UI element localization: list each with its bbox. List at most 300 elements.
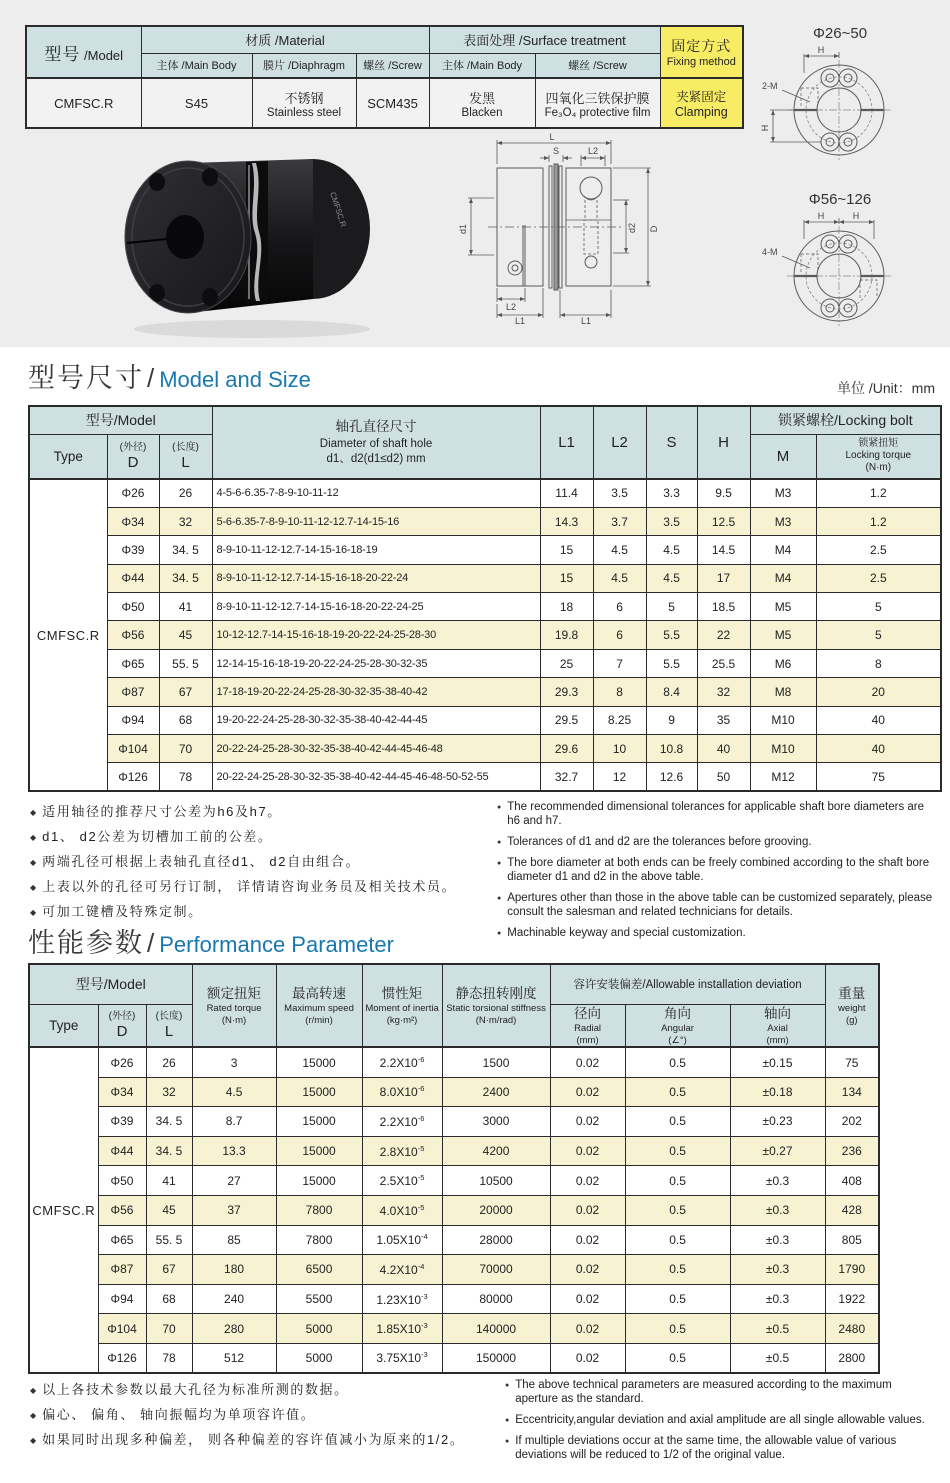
size-cell: 14.3 xyxy=(540,507,593,535)
bullet-icon: ● xyxy=(497,895,502,902)
size-cell: 32.7 xyxy=(540,763,593,791)
size-cell: 32 xyxy=(697,678,750,706)
size-cell: 25.5 xyxy=(697,649,750,677)
perf-cell: 55. 5 xyxy=(146,1225,192,1255)
spec-subheader-screw: 螺丝 /Screw xyxy=(356,53,429,78)
size-cell: 18 xyxy=(540,593,593,621)
front-small-h-top: H xyxy=(817,46,825,55)
perf-cell: 41 xyxy=(146,1166,192,1196)
size-cell: M4 xyxy=(750,536,816,564)
pf-note-cn-item xyxy=(30,1405,495,1425)
perf-cell: $4.0X10^{-5}$ xyxy=(362,1195,442,1225)
perf-cell: 26 xyxy=(146,1047,192,1077)
size-cell: 45 xyxy=(159,621,212,649)
model-size-title-en: Model and Size xyxy=(159,367,311,392)
dim-label-D: D xyxy=(649,225,659,233)
ms-note-cn-item xyxy=(30,852,485,872)
perf-cell: 32 xyxy=(146,1077,192,1107)
perf-cell: 20000 xyxy=(442,1195,550,1225)
perf-cell: 2400 xyxy=(442,1077,550,1107)
t1-l-header-cn: (长度) xyxy=(172,441,199,453)
size-cell: M10 xyxy=(750,735,816,763)
front-small-title: Φ26~50 xyxy=(812,25,868,42)
perf-cell: Φ56 xyxy=(98,1195,146,1225)
size-cell: 10 xyxy=(593,735,646,763)
ms-note-cn-text: d1、 d2公差为切槽加工前的公差。 xyxy=(42,829,273,844)
size-cell: M3 xyxy=(750,507,816,535)
perf-cell: Φ65 xyxy=(98,1225,146,1255)
size-cell: 29.5 xyxy=(540,706,593,734)
perf-cell: 13.3 xyxy=(192,1136,276,1166)
size-cell: Φ87 xyxy=(107,678,159,706)
perf-cell: 0.5 xyxy=(625,1314,730,1344)
spec-fixing-value-cn: 夹紧固定 xyxy=(676,90,727,104)
perf-cell: Φ50 xyxy=(98,1166,146,1196)
spec-diaphragm-cn: 不锈钢 xyxy=(284,90,324,106)
product-photo xyxy=(100,133,405,345)
bullet-icon: ● xyxy=(505,1417,510,1424)
spec-surface-main-cn: 发黑 xyxy=(469,90,496,106)
size-cell: 78 xyxy=(159,763,212,791)
front-large-h-right: H xyxy=(852,212,860,221)
perf-cell: 75 xyxy=(825,1047,879,1077)
size-cell: Φ50 xyxy=(107,593,159,621)
perf-cell: 0.02 xyxy=(550,1077,625,1107)
perf-cell: Φ44 xyxy=(98,1136,146,1166)
ms-note-cn-item xyxy=(30,802,485,822)
size-cell: 14.5 xyxy=(697,536,750,564)
perf-cell: ±0.27 xyxy=(730,1136,825,1166)
front-small-bolt-label: 2-M xyxy=(762,81,778,91)
t1-torque-unit: (N·m) xyxy=(865,462,892,474)
perf-cell: $2.5X10^{-5}$ xyxy=(362,1166,442,1196)
t2-type-header: Type xyxy=(29,1004,98,1047)
pf-note-en-item xyxy=(505,1413,930,1427)
size-cell: 20-22-24-25-28-30-32-35-38-40-42-44-45-46-48-50-52-55 xyxy=(212,763,540,791)
perf-cell: 0.02 xyxy=(550,1136,625,1166)
size-cell: 40 xyxy=(816,735,941,763)
t2-rated-en: Rated torque xyxy=(206,1002,262,1014)
perf-cell: 0.02 xyxy=(550,1166,625,1196)
unit-label: 单位 /Unit：mm xyxy=(837,380,935,396)
perf-cell: 2480 xyxy=(825,1314,879,1344)
front-large-h-left: H xyxy=(817,212,825,221)
perf-cell: Φ94 xyxy=(98,1284,146,1314)
performance-title-en: Performance Parameter xyxy=(159,932,394,957)
perf-cell: 0.5 xyxy=(625,1107,730,1137)
t2-speed-en: Maximum speed xyxy=(284,1002,354,1014)
perf-type-cell: CMFSC.R xyxy=(29,1047,98,1373)
size-row xyxy=(29,536,941,564)
size-cell: 4.5 xyxy=(646,536,697,564)
perf-cell: 0.5 xyxy=(625,1166,730,1196)
t2-speed-cn: 最高转速 xyxy=(292,985,347,1001)
perf-cell: ±0.18 xyxy=(730,1077,825,1107)
perf-cell: 10500 xyxy=(442,1166,550,1196)
perf-cell: Φ104 xyxy=(98,1314,146,1344)
size-cell: 12.6 xyxy=(646,763,697,791)
size-cell: 50 xyxy=(697,763,750,791)
perf-cell: 280 xyxy=(192,1314,276,1344)
size-cell: 41 xyxy=(159,593,212,621)
perf-cell: ±0.3 xyxy=(730,1166,825,1196)
size-cell: 70 xyxy=(159,735,212,763)
perf-row xyxy=(29,1255,879,1285)
perf-cell: Φ87 xyxy=(98,1255,146,1285)
size-cell: 1.2 xyxy=(816,479,941,507)
performance-notes-cn xyxy=(30,1380,495,1455)
perf-cell: 28000 xyxy=(442,1225,550,1255)
perf-cell: 0.02 xyxy=(550,1047,625,1077)
ms-note-en-item xyxy=(497,926,935,940)
size-cell: Φ104 xyxy=(107,735,159,763)
perf-cell: ±0.3 xyxy=(730,1225,825,1255)
perf-cell: ±0.23 xyxy=(730,1107,825,1137)
model-size-title-cn: 型号尺寸 xyxy=(28,363,144,393)
dim-label-L1-left: L1 xyxy=(514,316,526,325)
t2-l-header xyxy=(146,1004,192,1047)
size-cell: M8 xyxy=(750,678,816,706)
dim-label-S: S xyxy=(552,146,560,156)
size-cell: 3.3 xyxy=(646,479,697,507)
size-cell: 4.5 xyxy=(593,564,646,592)
size-cell: 19-20-22-24-25-28-30-32-35-38-40-42-44-45 xyxy=(212,706,540,734)
size-cell: 67 xyxy=(159,678,212,706)
front-small-dimensions xyxy=(770,52,839,142)
perf-cell: $3.75X10^{-3}$ xyxy=(362,1343,442,1373)
performance-notes-en xyxy=(505,1378,930,1469)
t1-d-header-letter: D xyxy=(127,453,139,471)
perf-cell: $1.85X10^{-3}$ xyxy=(362,1314,442,1344)
spec-subheader-screw-2: 螺丝 /Screw xyxy=(535,53,660,78)
size-cell: M12 xyxy=(750,763,816,791)
spec-surface-main-value xyxy=(429,78,535,128)
size-cell: M5 xyxy=(750,593,816,621)
dim-label-L1-right: L1 xyxy=(580,316,592,325)
size-cell: Φ65 xyxy=(107,649,159,677)
size-cell: 40 xyxy=(816,706,941,734)
t2-d-header-letter: D xyxy=(116,1022,128,1040)
perf-cell: 7800 xyxy=(276,1225,362,1255)
size-cell: 5.5 xyxy=(646,649,697,677)
perf-cell: 1922 xyxy=(825,1284,879,1314)
t2-speed-unit: (r/min) xyxy=(305,1014,333,1026)
spec-fixing-header-en: Fixing method xyxy=(666,56,736,68)
t1-torque-header xyxy=(816,434,941,479)
perf-cell: 512 xyxy=(192,1343,276,1373)
bullet-icon: ◆ xyxy=(30,1436,37,1445)
spec-material-header: 材质 /Material xyxy=(141,26,429,53)
t2-inertia-cn: 惯性矩 xyxy=(381,985,423,1001)
perf-cell: 0.5 xyxy=(625,1284,730,1314)
size-cell: 5 xyxy=(816,593,941,621)
perf-cell: 3 xyxy=(192,1047,276,1077)
bullet-icon: ◆ xyxy=(30,808,37,817)
t2-l-header-letter: L xyxy=(164,1022,174,1040)
t2-angular-en: Angular xyxy=(661,1022,694,1034)
perf-cell: 2800 xyxy=(825,1343,879,1373)
t2-axial-en: Axial xyxy=(767,1022,788,1034)
t2-rated-torque-header xyxy=(192,964,276,1047)
perf-cell: 15000 xyxy=(276,1136,362,1166)
t2-stiffness-unit: (N·m/rad) xyxy=(475,1014,517,1026)
size-cell: M6 xyxy=(750,649,816,677)
size-cell: 68 xyxy=(159,706,212,734)
spec-data-row xyxy=(26,78,743,128)
spec-diaphragm-en: Stainless steel xyxy=(266,106,342,119)
bullet-icon: ● xyxy=(505,1438,510,1445)
t2-radial-cn: 径向 xyxy=(574,1005,602,1021)
t2-inertia-en: Moment of inertia xyxy=(365,1002,439,1014)
performance-title-sep: / xyxy=(147,928,155,958)
size-cell: M4 xyxy=(750,564,816,592)
size-cell: 12.5 xyxy=(697,507,750,535)
spec-model-header xyxy=(26,26,141,78)
perf-cell: 0.5 xyxy=(625,1136,730,1166)
dim-label-L2-bottom: L2 xyxy=(505,302,517,312)
perf-cell: 0.02 xyxy=(550,1225,625,1255)
model-size-notes-cn xyxy=(30,802,485,927)
perf-cell: 70000 xyxy=(442,1255,550,1285)
t1-l2-header: L2 xyxy=(593,406,646,479)
t2-axial-header xyxy=(730,1004,825,1047)
perf-cell: 180 xyxy=(192,1255,276,1285)
size-cell: 17 xyxy=(697,564,750,592)
t2-deviation-group-header: 容许安装偏差/Allowable installation deviation xyxy=(550,964,825,1004)
t2-weight-header xyxy=(825,964,879,1047)
size-cell: M10 xyxy=(750,706,816,734)
performance-title xyxy=(28,921,394,960)
perf-cell: 15000 xyxy=(276,1077,362,1107)
ms-note-cn-text: 适用轴径的推荐尺寸公差为h6及h7。 xyxy=(42,804,282,819)
t2-radial-en: Radial xyxy=(574,1022,601,1034)
dim-label-L2-top: L2 xyxy=(587,146,599,156)
ms-note-cn-item xyxy=(30,902,485,922)
t1-shaft-hole-cn: 轴孔直径尺寸 xyxy=(335,419,417,435)
t2-d-header-cn: (外径) xyxy=(108,1010,136,1022)
side-view-drawing xyxy=(448,130,663,325)
perf-cell: 1790 xyxy=(825,1255,879,1285)
size-cell: 3.5 xyxy=(646,507,697,535)
t2-axial-unit: (mm) xyxy=(766,1034,789,1046)
size-cell: 6 xyxy=(593,621,646,649)
perf-cell: 140000 xyxy=(442,1314,550,1344)
perf-cell: 0.02 xyxy=(550,1195,625,1225)
t1-d-header xyxy=(107,434,159,479)
ms-note-en-item xyxy=(497,891,935,919)
ms-note-cn-text: 可加工键槽及特殊定制。 xyxy=(42,904,203,919)
t2-rated-unit: (N·m) xyxy=(221,1014,247,1026)
spec-subheader-main-body-2: 主体 /Main Body xyxy=(429,53,535,78)
size-cell: Φ44 xyxy=(107,564,159,592)
ms-note-en-text: The recommended dimensional tolerances for applicable shaft bore diameters are h6 and h7. xyxy=(507,801,925,827)
t2-d-header xyxy=(98,1004,146,1047)
perf-cell: 0.02 xyxy=(550,1107,625,1137)
size-cell: 2.5 xyxy=(816,536,941,564)
spec-main-body-value: S45 xyxy=(141,78,252,128)
bullet-icon: ◆ xyxy=(30,1386,37,1395)
size-cell: Φ56 xyxy=(107,621,159,649)
t2-weight-cn: 重量 xyxy=(838,985,866,1001)
front-large-title: Φ56~126 xyxy=(808,191,872,208)
perf-cell: $2.2X10^{-6}$ xyxy=(362,1047,442,1077)
perf-cell: $1.05X10^{-4}$ xyxy=(362,1225,442,1255)
size-cell: 10-12-12.7-14-15-16-18-19-20-22-24-25-28-30 xyxy=(212,621,540,649)
perf-cell: 150000 xyxy=(442,1343,550,1373)
perf-row xyxy=(29,1195,879,1225)
perf-cell: 70 xyxy=(146,1314,192,1344)
size-cell: 55. 5 xyxy=(159,649,212,677)
size-cell: 10.8 xyxy=(646,735,697,763)
perf-cell: 236 xyxy=(825,1136,879,1166)
t1-m-header: M xyxy=(750,434,816,479)
perf-cell: 8.7 xyxy=(192,1107,276,1137)
size-type-cell: CMFSC.R xyxy=(29,479,107,791)
pf-note-en-text: The above technical parameters are measured according to the maximum aperture as the standard. xyxy=(515,1379,892,1405)
perf-cell: 0.5 xyxy=(625,1077,730,1107)
spec-model-header-en: /Model xyxy=(80,47,124,63)
t2-axial-cn: 轴向 xyxy=(764,1005,792,1021)
pf-note-en-item xyxy=(505,1378,930,1406)
perf-cell: 34. 5 xyxy=(146,1136,192,1166)
size-cell: 12 xyxy=(593,763,646,791)
size-cell: 29.6 xyxy=(540,735,593,763)
perf-cell: 15000 xyxy=(276,1107,362,1137)
size-cell: 8.4 xyxy=(646,678,697,706)
size-cell: 35 xyxy=(697,706,750,734)
perf-cell: 134 xyxy=(825,1077,879,1107)
size-cell: 26 xyxy=(159,479,212,507)
spec-fixing-header-cn: 固定方式 xyxy=(671,38,732,54)
bullet-icon: ◆ xyxy=(30,908,37,917)
size-row xyxy=(29,507,941,535)
ms-note-cn-text: 两端孔径可根据上表轴孔直径d1、 d2自由组合。 xyxy=(42,854,361,869)
perf-cell: 428 xyxy=(825,1195,879,1225)
perf-cell: ±0.15 xyxy=(730,1047,825,1077)
perf-cell: 5500 xyxy=(276,1284,362,1314)
spec-surface-screw-en: Fe₃O₄ protective film xyxy=(544,106,651,119)
t2-stiffness-en: Static torsional stiffness xyxy=(446,1002,546,1014)
size-cell: 8.25 xyxy=(593,706,646,734)
perf-cell: 0.5 xyxy=(625,1343,730,1373)
spec-diaphragm-value xyxy=(252,78,356,128)
perf-cell: Φ26 xyxy=(98,1047,146,1077)
size-cell: 9 xyxy=(646,706,697,734)
ms-note-en-item xyxy=(497,835,935,849)
size-cell: 15 xyxy=(540,536,593,564)
perf-cell: 15000 xyxy=(276,1047,362,1077)
size-cell: 5-6-6.35-7-8-9-10-11-12-12.7-14-15-16 xyxy=(212,507,540,535)
perf-cell: 3000 xyxy=(442,1107,550,1137)
perf-cell: 5000 xyxy=(276,1314,362,1344)
perf-cell: ±0.5 xyxy=(730,1343,825,1373)
size-cell: 8-9-10-11-12-12.7-14-15-16-18-19 xyxy=(212,536,540,564)
performance-title-cn: 性能参数 xyxy=(28,928,144,958)
bullet-icon: ● xyxy=(497,804,502,811)
t2-rated-cn: 额定扭矩 xyxy=(207,985,262,1001)
pf-note-cn-item xyxy=(30,1430,495,1450)
perf-cell: $2.8X10^{-5}$ xyxy=(362,1136,442,1166)
perf-cell: ±0.3 xyxy=(730,1284,825,1314)
spec-subheader-main-body: 主体 /Main Body xyxy=(141,53,252,78)
t1-locking-group-header: 锁紧螺栓/Locking bolt xyxy=(750,406,941,434)
coupling-photo-group xyxy=(125,159,370,338)
bullet-icon: ◆ xyxy=(30,1411,37,1420)
size-cell: 4-5-6-6.35-7-8-9-10-11-12 xyxy=(212,479,540,507)
size-row xyxy=(29,678,941,706)
perf-cell: 67 xyxy=(146,1255,192,1285)
size-cell: Φ126 xyxy=(107,763,159,791)
perf-cell: ±0.5 xyxy=(730,1314,825,1344)
size-cell: 9.5 xyxy=(697,479,750,507)
ms-note-en-text: The bore diameter at both ends can be freely combined according to the shaft bore diameter d1 and d2 in the above table. xyxy=(507,857,930,883)
spec-surface-header: 表面处理 /Surface treatment xyxy=(429,26,660,53)
photo-engraving: CMFSC.R xyxy=(328,190,348,229)
size-cell: 19.8 xyxy=(540,621,593,649)
front-small-h-left: H xyxy=(760,124,770,132)
size-row xyxy=(29,735,941,763)
spec-surface-main-en: Blacken xyxy=(461,106,503,119)
spec-surface-screw-value xyxy=(535,78,660,128)
t2-l-header-cn: (长度) xyxy=(155,1010,183,1022)
dim-label-L: L xyxy=(549,132,555,142)
perf-cell: Φ126 xyxy=(98,1343,146,1373)
model-size-title-sep: / xyxy=(147,363,155,393)
size-row xyxy=(29,564,941,592)
model-size-title xyxy=(28,356,311,395)
front-view-figures xyxy=(760,22,938,334)
size-cell: 4.5 xyxy=(646,564,697,592)
bullet-icon: ● xyxy=(497,930,502,937)
perf-cell: 7800 xyxy=(276,1195,362,1225)
size-cell: 32 xyxy=(159,507,212,535)
t1-torque-en: Locking torque xyxy=(845,450,912,462)
size-cell: M5 xyxy=(750,621,816,649)
ms-note-en-text: Tolerances of d1 and d2 are the tolerances before grooving. xyxy=(507,836,812,848)
performance-table xyxy=(28,963,880,1374)
spec-fixing-value xyxy=(660,78,743,128)
spec-surface-screw-cn: 四氧化三铁保护膜 xyxy=(545,90,650,106)
size-cell: 3.5 xyxy=(593,479,646,507)
size-row xyxy=(29,621,941,649)
perf-cell: 45 xyxy=(146,1195,192,1225)
t1-d-header-cn: (外径) xyxy=(119,441,147,453)
t2-weight-en: weight xyxy=(838,1002,866,1014)
t2-inertia-unit: (kg·m²) xyxy=(386,1014,418,1026)
perf-cell: 34. 5 xyxy=(146,1107,192,1137)
perf-cell: 408 xyxy=(825,1166,879,1196)
perf-row xyxy=(29,1284,879,1314)
perf-cell: ±0.3 xyxy=(730,1195,825,1225)
perf-cell: 80000 xyxy=(442,1284,550,1314)
bullet-icon: ◆ xyxy=(30,833,37,842)
size-cell: 5 xyxy=(646,593,697,621)
perf-cell: $1.23X10^{-3}$ xyxy=(362,1284,442,1314)
perf-cell: 27 xyxy=(192,1166,276,1196)
size-cell: Φ39 xyxy=(107,536,159,564)
perf-cell: Φ34 xyxy=(98,1077,146,1107)
pf-note-en-text: If multiple deviations occur at the same time, the allowable value of various deviations will be reduced to 1/2 of the original value. xyxy=(515,1435,897,1461)
perf-row xyxy=(29,1077,879,1107)
perf-row xyxy=(29,1107,879,1137)
perf-cell: 0.5 xyxy=(625,1225,730,1255)
size-cell: 8-9-10-11-12-12.7-14-15-16-18-20-22-24-25 xyxy=(212,593,540,621)
perf-cell: 68 xyxy=(146,1284,192,1314)
size-cell: 29.3 xyxy=(540,678,593,706)
perf-cell: 5000 xyxy=(276,1343,362,1373)
size-cell: 18.5 xyxy=(697,593,750,621)
t2-radial-unit: (mm) xyxy=(576,1034,599,1046)
